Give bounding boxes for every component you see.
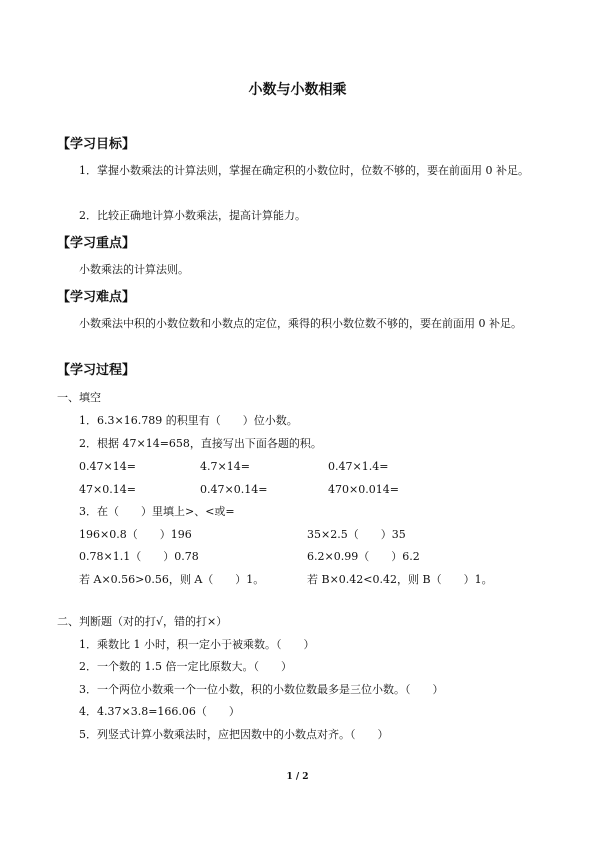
q2-row2-cell-1: 47×0.14= (79, 483, 136, 496)
judge-item-4: 4．4.37×3.8=166.06（ ） (79, 705, 240, 718)
goals-heading: 【学习目标】 (57, 137, 136, 152)
page-title: 小数与小数相乘 (248, 82, 347, 98)
goal-2: 2．比较正确地计算小数乘法，提高计算能力。 (79, 209, 306, 222)
q2-row1-cell-2: 4.7×14= (200, 460, 250, 473)
q2-row1-cell-3: 0.47×1.4= (328, 460, 389, 473)
part1-q3: 3．在（ ）里填上>、<或= (79, 505, 235, 518)
q3-row1-cell-2: 35×2.5（ ）35 (307, 528, 406, 541)
q3-row2-cell-1: 0.78×1.1（ ）0.78 (79, 550, 199, 563)
judge-item-3: 3．一个两位小数乘一个一位小数，积的小数位数最多是三位小数。（ ） (79, 683, 444, 696)
goal-1: 1．掌握小数乘法的计算法则，掌握在确定积的小数位时，位数不够的，要在前面用 0 补足。 (79, 164, 529, 177)
key-text: 小数乘法的计算法则。 (79, 263, 189, 276)
difficulty-text: 小数乘法中积的小数位数和小数点的定位，乘得的积小数位数不够的，要在前面用 0 补足。 (79, 317, 522, 330)
judge-item-5: 5．列竖式计算小数乘法时，应把因数中的小数点对齐。（ ） (79, 728, 389, 741)
part2-heading: 二、判断题（对的打√，错的打×） (57, 615, 228, 628)
part1-q2: 2．根据 47×14=658，直接写出下面各题的积。 (79, 437, 322, 450)
q3-row1-cell-1: 196×0.8（ ）196 (79, 528, 192, 541)
q2-row1-cell-1: 0.47×14= (79, 460, 136, 473)
q3-row3-cell-2: 若 B×0.42<0.42，则 B（ ）1。 (307, 573, 493, 586)
process-heading: 【学习过程】 (57, 363, 136, 378)
part1-heading: 一、填空 (57, 391, 101, 404)
judge-item-1: 1．乘数比 1 小时，积一定小于被乘数。（ ） (79, 638, 315, 651)
q2-row2-cell-2: 0.47×0.14= (200, 483, 268, 496)
judge-item-2: 2．一个数的 1.5 倍一定比原数大。（ ） (79, 660, 292, 673)
page-number: 1 / 2 (286, 772, 309, 782)
q3-row2-cell-2: 6.2×0.99（ ）6.2 (307, 550, 420, 563)
difficulty-heading: 【学习难点】 (57, 290, 136, 305)
q3-row3-cell-1: 若 A×0.56>0.56，则 A（ ）1。 (79, 573, 265, 586)
part1-q1: 1．6.3×16.789 的积里有（ ）位小数。 (79, 414, 298, 427)
q2-row2-cell-3: 470×0.014= (328, 483, 399, 496)
key-heading: 【学习重点】 (57, 236, 136, 251)
